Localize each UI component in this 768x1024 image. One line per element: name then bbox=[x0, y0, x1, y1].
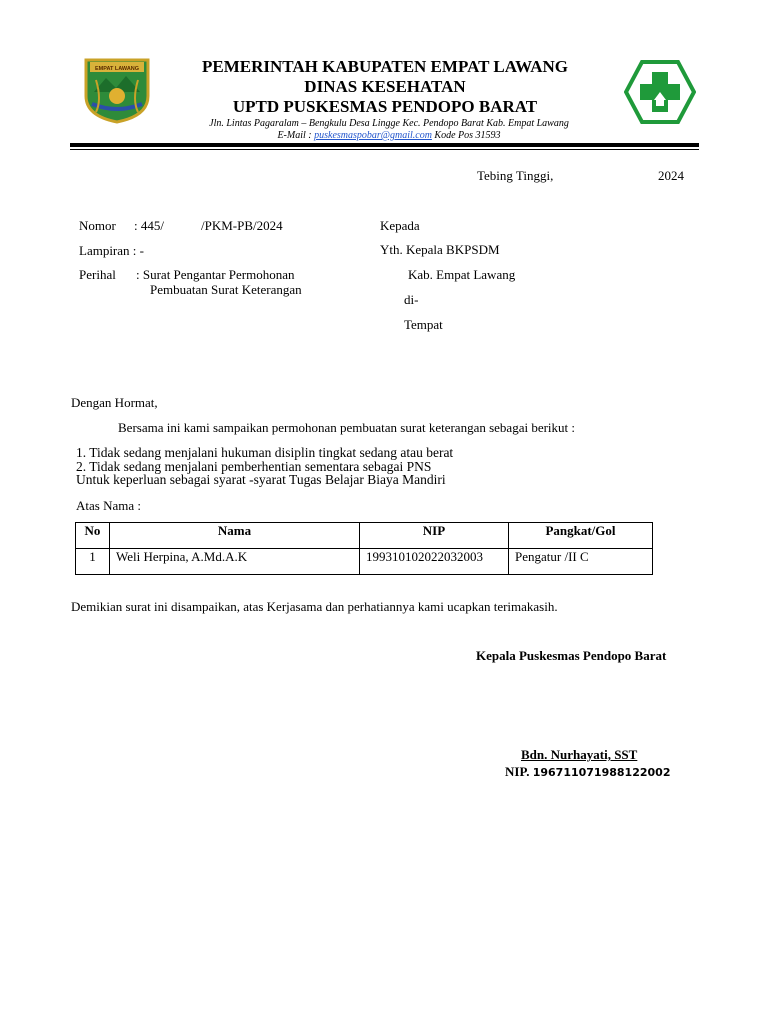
closing-paragraph: Demikian surat ini disampaikan, atas Kerjasama dan perhatiannya kami ucapkan terimakasih. bbox=[71, 599, 558, 614]
header-rule-thick bbox=[70, 143, 699, 147]
email-link[interactable]: puskesmaspobar@gmail.com bbox=[314, 130, 432, 141]
nomor-value: : 445/ bbox=[134, 218, 164, 233]
lampiran: Lampiran : - bbox=[79, 243, 144, 258]
table-row bbox=[76, 549, 653, 575]
purpose-line: Untuk keperluan sebagai syarat -syarat Tugas Belajar Biaya Mandiri bbox=[76, 472, 446, 487]
cell-pangkat: Pengatur /II C bbox=[509, 549, 653, 575]
signature-name: Bdn. Nurhayati, SST bbox=[521, 747, 638, 762]
postal-code: Kode Pos 31593 bbox=[434, 130, 501, 141]
table-header-row bbox=[76, 523, 653, 549]
nip-label: NIP. bbox=[505, 764, 530, 779]
nomor-label: Nomor bbox=[79, 218, 116, 233]
perihal-line2: Pembuatan Surat Keterangan bbox=[150, 282, 302, 297]
nip-value: 196711071988122002 bbox=[532, 766, 671, 779]
puskesmas-logo bbox=[624, 58, 696, 126]
recipient-yth: Yth. Kepala BKPSDM bbox=[380, 242, 500, 257]
perihal-line1: : Surat Pengantar Permohonan bbox=[136, 267, 295, 282]
recipient-kab: Kab. Empat Lawang bbox=[408, 267, 516, 282]
recipient-di: di- bbox=[404, 292, 419, 307]
recipient-kepada: Kepada bbox=[380, 218, 420, 233]
col-nama: Nama bbox=[110, 523, 360, 549]
header-institution: UPTD PUSKESMAS PENDOPO BARAT bbox=[232, 97, 538, 116]
col-no: No bbox=[76, 523, 110, 549]
perihal-label: Perihal bbox=[79, 267, 116, 282]
atas-nama: Atas Nama : bbox=[76, 498, 141, 513]
regency-logo bbox=[82, 56, 152, 124]
col-nip: NIP bbox=[360, 523, 509, 549]
header-address: Jln. Lintas Pagaralam – Bengkulu Desa Lingge Kec. Pendopo Barat Kab. Empat Lawang bbox=[209, 118, 569, 129]
cell-nama: Weli Herpina, A.Md.A.K bbox=[110, 549, 360, 575]
signature-title: Kepala Puskesmas Pendopo Barat bbox=[476, 648, 667, 663]
nomor-suffix: /PKM-PB/2024 bbox=[201, 218, 283, 233]
letter-year: 2024 bbox=[658, 168, 684, 183]
header-government: PEMERINTAH KABUPATEN EMPAT LAWANG bbox=[202, 57, 568, 76]
header-department: DINAS KESEHATAN bbox=[304, 77, 466, 96]
col-pangkat: Pangkat/Gol bbox=[509, 523, 653, 549]
intro-paragraph: Bersama ini kami sampaikan permohonan pembuatan surat keterangan sebagai berikut : bbox=[118, 420, 576, 435]
letter-place: Tebing Tinggi, bbox=[477, 168, 554, 183]
header-contact bbox=[160, 130, 618, 142]
requirement-item: 1. Tidak sedang menjalani hukuman disiplin tingkat sedang atau berat bbox=[76, 445, 454, 460]
email-label: E-Mail : bbox=[277, 130, 312, 141]
requirement-item: 2. Tidak sedang menjalani pemberhentian sementara sebagai PNS bbox=[76, 459, 432, 474]
recipient-tempat: Tempat bbox=[404, 317, 443, 332]
header-rule-thin bbox=[70, 149, 699, 150]
cell-no: 1 bbox=[76, 549, 110, 575]
signature-nip bbox=[505, 764, 670, 781]
employee-table bbox=[75, 522, 653, 575]
greeting: Dengan Hormat, bbox=[71, 395, 158, 410]
cell-nip: 199310102022032003 bbox=[360, 549, 509, 575]
regency-logo-text: EMPAT LAWANG bbox=[94, 66, 140, 72]
